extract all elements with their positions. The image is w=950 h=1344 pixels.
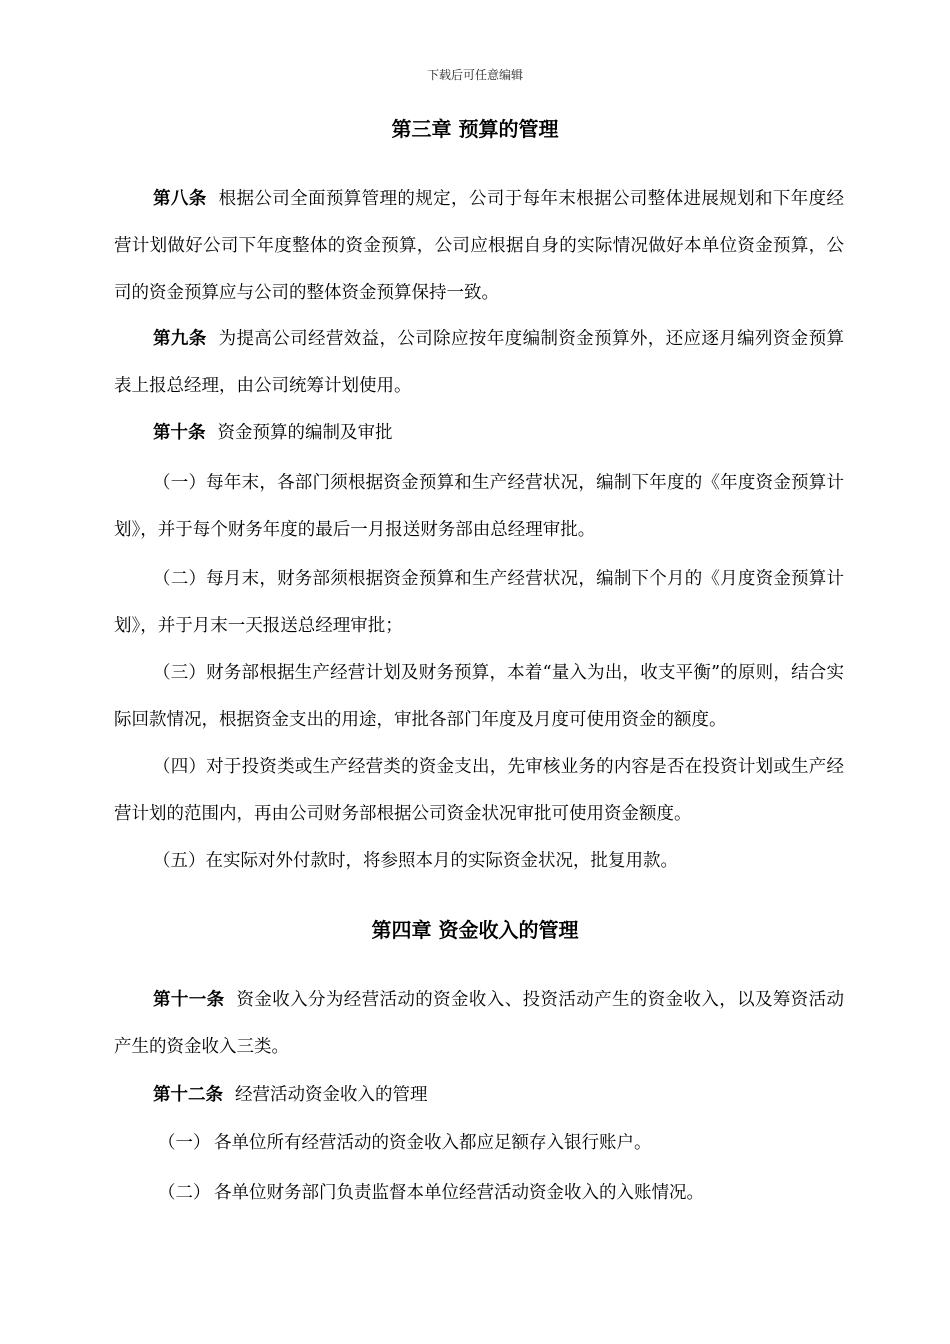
chapter-3-title: 第三章 预算的管理: [391, 117, 559, 141]
article-8-text: 根据公司全面预算管理的规定，公司于每年末根据公司整体进展规划和下年度经营计划做好公司下年度整体的资金预算，公司应根据自身的实际情况做好本单位资金预算，公司的资金预算应与公司的整体资金预算保持一致。: [114, 189, 845, 303]
article-11-text: 资金收入分为经营活动的资金收入、投资活动产生的资金收入，以及筹资活动产生的资金收入三类。: [114, 990, 844, 1057]
article-12-item-1: [158, 1120, 652, 1167]
article-12: [114, 1072, 844, 1119]
article-12-item-2-mark: （二）: [158, 1183, 211, 1203]
article-12-text: 经营活动资金收入的管理: [235, 1085, 428, 1105]
article-12-item-1-mark: （一）: [158, 1133, 211, 1153]
article-10-item-5: （五）在实际对外付款时，将参照本月的实际资金状况，批复用款。: [153, 851, 678, 871]
article-8-label: 第八条: [153, 189, 207, 209]
article-10-item-4: （四）对于投资类或生产经营类的资金支出，先审核业务的内容是否在投资计划或生产经营计划的范围内，再由公司财务部根据公司资金状况审批可使用资金额度。: [114, 757, 844, 824]
article-12-label: 第十二条: [153, 1085, 223, 1105]
article-10-text: 资金预算的编制及审批: [217, 423, 393, 443]
article-11-label: 第十一条: [153, 990, 225, 1010]
article-9-text: 为提高公司经营效益，公司除应按年度编制资金预算外，还应逐月编列资金预算表上报总经理，由公司统筹计划使用。: [114, 329, 845, 396]
article-9-label: 第九条: [153, 329, 207, 349]
article-10-label: 第十条: [153, 423, 206, 443]
article-10-item-3: （三）财务部根据生产经营计划及财务预算，本着“量入为出，收支平衡”的原则，结合实际回款情况，根据资金支出的用途，审批各部门年度及月度可使用资金的额度。: [114, 663, 844, 730]
header-note: 下载后可任意编辑: [426, 68, 523, 82]
article-11: [114, 977, 844, 1071]
article-12-item-1-text: 各单位所有经营活动的资金收入都应足额存入银行账户。: [214, 1133, 652, 1153]
article-8: [114, 176, 844, 317]
article-10: [114, 410, 844, 457]
article-9: [114, 316, 844, 410]
article-12-item-2-text: 各单位财务部门负责监督本单位经营活动资金收入的入账情况。: [214, 1183, 704, 1203]
article-10-item-2: （二）每月末，财务部须根据资金预算和生产经营状况，编制下个月的《月度资金预算计划》，并于月末一天报送总经理审批；: [114, 569, 844, 636]
chapter-4-title: 第四章 资金收入的管理: [371, 918, 579, 942]
article-12-item-2: [158, 1170, 704, 1217]
article-10-item-1: （一）每年末，各部门须根据资金预算和生产经营状况，编制下年度的《年度资金预算计划》，并于每个财务年度的最后一月报送财务部由总经理审批。: [114, 473, 844, 540]
